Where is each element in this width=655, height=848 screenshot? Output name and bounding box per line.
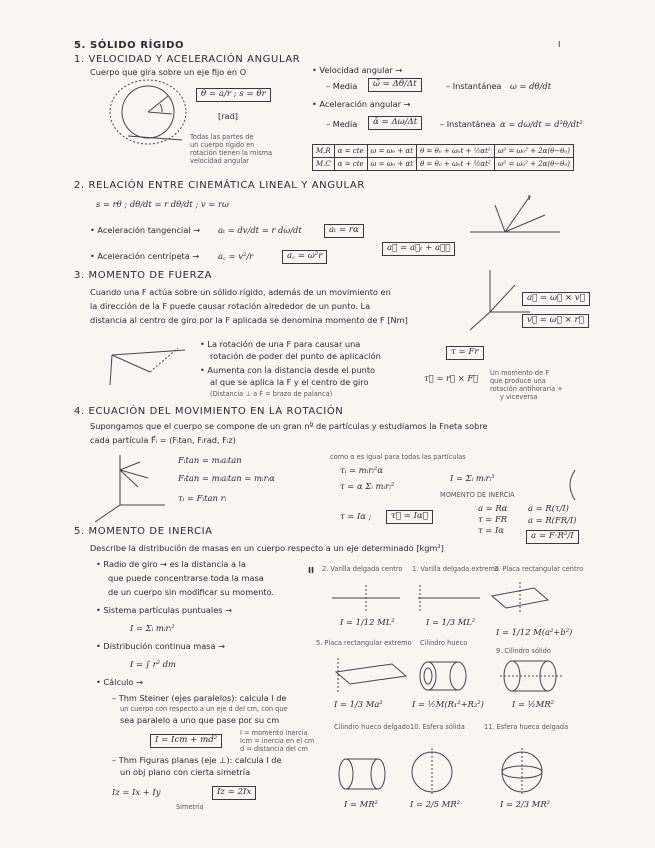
centripetal-label: • Aceleración centrípeta → bbox=[90, 251, 200, 261]
lever-sketch bbox=[110, 348, 185, 385]
result-line: a = R(FR/I) bbox=[528, 515, 577, 525]
continuous-formula: I = ∫ r² dm bbox=[130, 659, 177, 669]
table-cell: ω² = ω₀² + 2α(θ−θ₀) bbox=[494, 145, 573, 158]
planar-line: – Thm Figuras planas (eje ⊥): calcula I de bbox=[112, 755, 282, 765]
s4-eq3: τᵢ = Fᵢtan rᵢ bbox=[178, 493, 227, 503]
shape-title: 9. Cilindro sólido bbox=[496, 647, 551, 655]
torque-note: que produce una bbox=[490, 377, 546, 385]
s4-eq2: Fᵢtan = mᵢaᵢtan = mᵢrᵢα bbox=[178, 473, 275, 483]
acc-media-label: – Media bbox=[326, 119, 358, 129]
s4-aux-note: como α es igual para todas las partículas bbox=[330, 453, 466, 461]
shape-formula: I = 1/12 M(a²+b²) bbox=[496, 627, 573, 637]
discrete-label: • Sistema partículas puntuales → bbox=[96, 605, 232, 615]
tangential-label: • Aceleración tangencial → bbox=[90, 225, 201, 235]
total-accel-box: a⃗ = a⃗ₜ + a⃗꜀ bbox=[382, 242, 455, 256]
acc-inst-label: – Instantánea bbox=[440, 119, 496, 129]
shape-title: Cilindro hueco delgado bbox=[334, 723, 410, 731]
inertia-label: MOMENTO DE INERCIA bbox=[440, 491, 515, 499]
v-omega-r-box: v⃗ = ω⃗ × r⃗ bbox=[522, 314, 589, 328]
section-5-heading: 5. MOMENTO DE INERCIA bbox=[74, 526, 213, 537]
inertia-sum: I = Σᵢ mᵢrᵢ² bbox=[450, 473, 495, 483]
s3-intro-line: Cuando una F actúa sobre un sólido rígido, además de un movimiento en bbox=[90, 287, 391, 297]
table-cell: α = cte bbox=[334, 158, 367, 171]
hollow-cylinder-sketch bbox=[420, 662, 466, 690]
s1-note-line: Todas las partes de bbox=[190, 133, 254, 141]
s5-radio-line: • Radio de giro → es la distancia a la bbox=[96, 559, 246, 569]
s3-bullet-2: al que se aplica la F y el centro de giro bbox=[210, 377, 369, 387]
s1-note-line: rotación tienen la misma bbox=[190, 149, 273, 157]
cross-product-axes-sketch bbox=[470, 270, 530, 330]
vel-inst-formula: ω = dθ/dt bbox=[510, 81, 552, 91]
calc-label: • Cálculo → bbox=[96, 677, 143, 687]
shape-title: 2. Varilla delgada centro bbox=[322, 565, 403, 573]
continuous-label: • Distribución continua masa → bbox=[96, 641, 226, 651]
s5-radio-line: que puede concentrarse toda la masa bbox=[108, 573, 264, 583]
s1-arc-formula: θ = a/r ; s = θr bbox=[196, 88, 271, 102]
torque-note: rotación antihoraria + bbox=[490, 385, 563, 393]
section-1-heading: 1. VELOCIDAD Y ACELERACIÓN ANGULAR bbox=[74, 54, 301, 65]
table-cell: M.R bbox=[313, 145, 335, 158]
table-row bbox=[313, 158, 574, 171]
s1-note-line: un cuerpo rígido en bbox=[190, 141, 255, 149]
section-4-heading: 4. ECUACIÓN DEL MOVIMIENTO EN LA ROTACIÓN bbox=[74, 406, 344, 417]
planar-line: un obj plano con cierta simetría bbox=[120, 767, 251, 777]
system-line: τ = Iα bbox=[478, 525, 504, 535]
table-cell: θ = θ₀ + ω₀t + ½αt² bbox=[417, 158, 495, 171]
section-2-heading: 2. RELACIÓN ENTRE CINEMÁTICA LINEAL Y ANGULAR bbox=[74, 180, 365, 191]
shape-title: 1. Varilla delgada extremo bbox=[412, 565, 499, 573]
s3-intro-line: la dirección de la F puede causar rotación alrededor de un punto. La bbox=[90, 301, 371, 311]
torque-note: y viceversa bbox=[500, 393, 538, 401]
steiner-box: I = Icm + md² bbox=[150, 734, 222, 748]
shape-title: 5. Placa rectangular extremo bbox=[316, 639, 412, 647]
shape-title: 10. Esfera sólida bbox=[410, 723, 465, 731]
s5-intro: Describe la distribución de masas en un cuerpo respecto a un eje determinado [kgm²] bbox=[90, 543, 444, 553]
s4-eq1: Fᵢtan = mᵢaᵢtan bbox=[178, 455, 242, 465]
torque-box: τ = Fr bbox=[446, 346, 484, 360]
solid-sphere-sketch bbox=[412, 748, 452, 796]
steiner-line: un cuerpo con respecto a un eje d del cm, con que bbox=[120, 705, 288, 713]
acceleration-vectors-sketch bbox=[470, 196, 560, 232]
shape-formula: I = 2/3 MR² bbox=[500, 799, 551, 809]
acc-inst-formula: α = dω/dt = d²θ/dt² bbox=[500, 119, 583, 129]
rotation-equation-box: τ⃗ = Iα⃗ bbox=[386, 510, 433, 524]
shape-formula: I = 2/5 MR² bbox=[410, 799, 461, 809]
hollow-sphere-sketch bbox=[502, 748, 542, 796]
centripetal-formula: a꜀ = v²/r bbox=[218, 251, 254, 261]
angular-accel-label: • Aceleración angular → bbox=[312, 99, 411, 109]
s4-eq4: τᵢ = mᵢrᵢ²α bbox=[340, 465, 383, 475]
a-omega-v-box: a⃗ = ω⃗ × v⃗ bbox=[522, 292, 590, 306]
page-number: I bbox=[558, 39, 561, 49]
torque-vector: τ⃗ = r⃗ × F⃗ bbox=[424, 373, 479, 383]
vel-media-formula: ω̄ = Δθ/Δt bbox=[368, 78, 422, 92]
tangential-formula: aₜ = dv/dt = r dω/dt bbox=[218, 225, 302, 235]
angular-velocity-label: • Velocidad angular → bbox=[312, 65, 403, 75]
torque-note: Un momento de F bbox=[490, 369, 550, 377]
system-line: a = Rα bbox=[478, 503, 508, 513]
steiner-note: d = distancia del cm bbox=[240, 745, 308, 753]
shape-formula: I = 1/3 ML² bbox=[426, 617, 476, 627]
s4-eq5: τ = α Σᵢ mᵢrᵢ² bbox=[340, 481, 395, 491]
s3-bullet-1: • La rotación de una F para causar una bbox=[200, 339, 361, 349]
tangential-box: aₜ = rα bbox=[324, 224, 364, 238]
centripetal-box: a꜀ = ω²r bbox=[282, 250, 327, 264]
shape-formula: I = 1/12 ML² bbox=[340, 617, 395, 627]
planar-note: Simetría bbox=[176, 803, 204, 811]
s4-intro-line: cada partícula F⃗ᵢ = (Fᵢtan, Fᵢrad, Fᵢz) bbox=[90, 435, 236, 445]
shape-title: 11. Esfera hueca delgada bbox=[484, 723, 569, 731]
s4-eq6: τ = Iα ; bbox=[340, 511, 372, 521]
s1-intro: Cuerpo que gira sobre un eje fijo en O bbox=[90, 67, 247, 77]
result-box: a = F·R²/I bbox=[526, 530, 579, 544]
steiner-note: I = momento inercia bbox=[240, 729, 308, 737]
vel-inst-label: – Instantánea bbox=[446, 81, 502, 91]
steiner-note: Icm = inercia en el cm bbox=[240, 737, 315, 745]
plate-center-sketch bbox=[492, 582, 548, 614]
rod-end-sketch bbox=[418, 585, 480, 612]
section-3-heading: 3. MOMENTO DE FUERZA bbox=[74, 270, 213, 281]
s3-bullet-2: • Aumenta con la distancia desde el punto bbox=[200, 365, 376, 375]
system-line: τ = FR bbox=[478, 514, 508, 524]
result-line: a = R(τ/I) bbox=[528, 503, 569, 513]
kinematics-table bbox=[312, 144, 574, 171]
thin-cylinder-sketch bbox=[339, 759, 385, 789]
s3-intro-line: distancia al centro de giro por la F aplicada se denomina momento de F [Nm] bbox=[90, 315, 408, 325]
shape-formula: I = MR² bbox=[344, 799, 378, 809]
steiner-line: sea paralelo a uno que pase por su cm bbox=[120, 715, 280, 725]
shape-formula: I = ½M(R₁²+R₂²) bbox=[412, 699, 484, 709]
vel-media-label: – Media bbox=[326, 81, 358, 91]
shape-title: 3. Placa rectangular centro bbox=[494, 565, 584, 573]
discrete-formula: I = Σᵢ mᵢrᵢ² bbox=[130, 623, 175, 633]
shape-formula: I = 1/3 Ma² bbox=[334, 699, 383, 709]
acc-media-formula: ᾱ = Δω/Δt bbox=[368, 116, 422, 130]
steiner-line: – Thm Steiner (ejes paralelos): calcula I de bbox=[112, 693, 287, 703]
rod-center-sketch bbox=[332, 585, 400, 612]
table-cell: θ = θ₀ + ω₀t + ½αt² bbox=[417, 145, 495, 158]
table-cell: ω² = ω₀² + 2α(θ−θ₀) bbox=[494, 158, 573, 171]
shape-title: Cilindro hueco bbox=[420, 639, 468, 647]
s3-bullet-2: (Distancia ⊥ a F = brazo de palanca) bbox=[210, 390, 333, 398]
table-cell: ω = ω₀ + αt bbox=[367, 145, 416, 158]
s4-intro-line: Supongamos que el cuerpo se compone de un gran nº de partículas y estudiamos la Fneta sobre bbox=[90, 421, 488, 431]
table-cell: ω = ω₀ + αt bbox=[367, 158, 416, 171]
table-cell: α = cte bbox=[334, 145, 367, 158]
s1-unit: [rad] bbox=[218, 111, 238, 121]
planar-formula: Iz = Ix + Iy bbox=[112, 787, 161, 797]
plate-end-sketch bbox=[336, 658, 406, 692]
planar-box: Iz = 2Ix bbox=[212, 786, 256, 800]
roman-two: II bbox=[308, 565, 315, 575]
s2-relation: s = rθ ; dθ/dt = r dθ/dt ; v = rω bbox=[96, 199, 229, 209]
s1-note-line: velocidad angular bbox=[190, 157, 249, 165]
solid-cylinder-sketch bbox=[500, 661, 562, 691]
table-row bbox=[313, 145, 574, 158]
shape-formula: I = ½MR² bbox=[512, 699, 555, 709]
rotating-body-sketch bbox=[110, 80, 186, 144]
table-cell: M.C bbox=[313, 158, 335, 171]
s3-bullet-1: rotación de poder del punto de aplicación bbox=[210, 351, 381, 361]
s5-radio-line: de un cuerpo sin modificar su momento. bbox=[108, 587, 275, 597]
page-title: 5. SÓLIDO RÍGIDO bbox=[74, 40, 185, 51]
